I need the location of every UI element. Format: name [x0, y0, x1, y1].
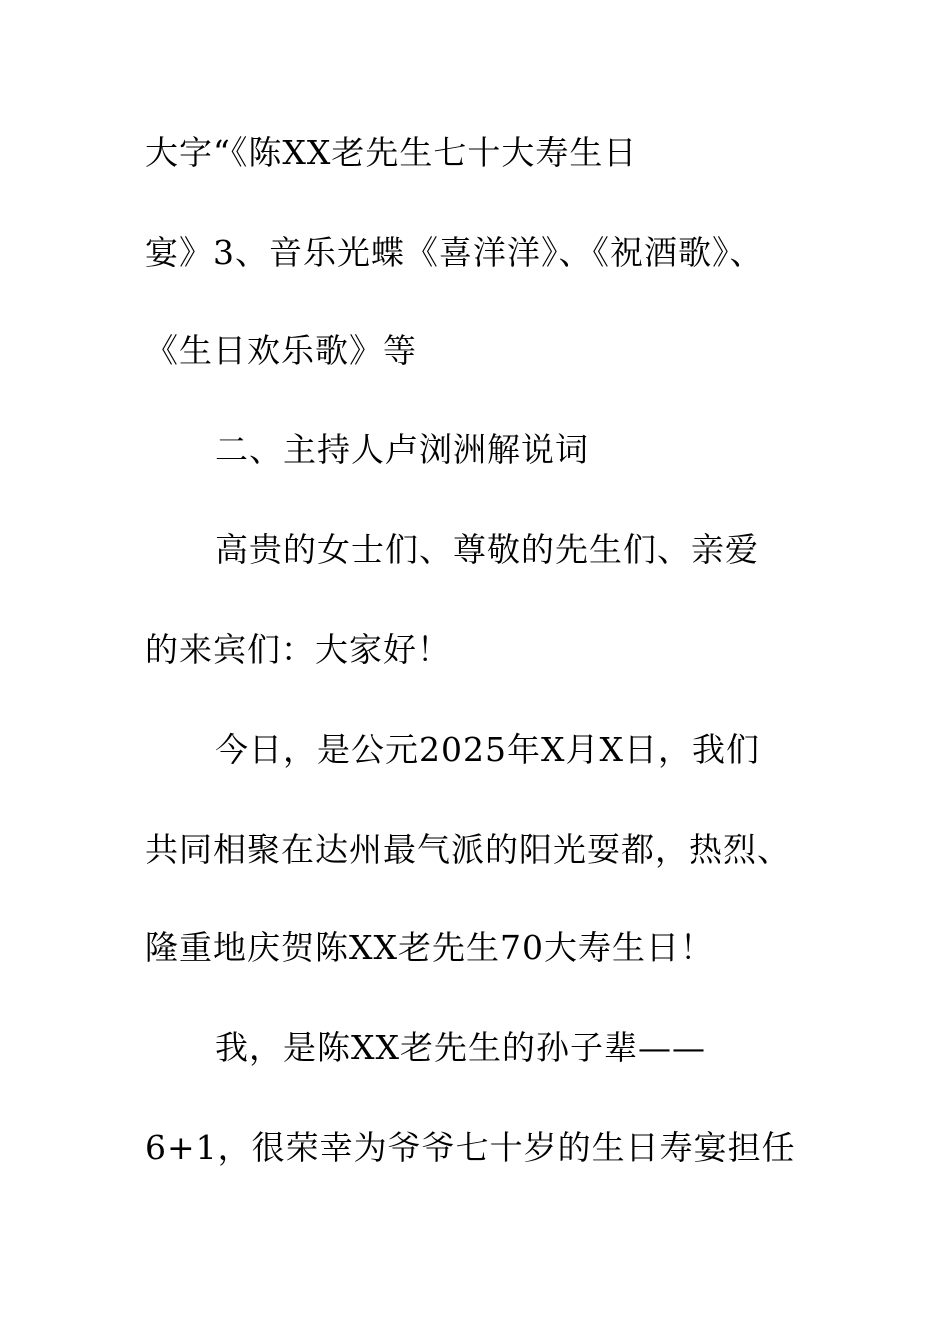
- text-line: 的来宾们：大家好！: [145, 630, 451, 669]
- text-line: 6+1，很荣幸为爷爷七十岁的生日寿宴担任: [145, 1128, 796, 1167]
- paragraph-start: 我，是陈XX老先生的孙子辈——: [215, 1028, 706, 1067]
- text-line: 共同相聚在达州最气派的阳光耍都，热烈、: [145, 830, 791, 869]
- paragraph-start: 高贵的女士们、尊敬的先生们、亲爱: [215, 530, 759, 569]
- text-line: 宴》3、音乐光蝶《喜洋洋》、《祝酒歌》、: [145, 233, 764, 272]
- text-line: 隆重地庆贺陈XX老先生70大寿生日！: [145, 928, 714, 967]
- text-line: 大字“《陈XX老先生七十大寿生日: [145, 133, 638, 172]
- paragraph-start: 今日，是公元2025年X月X日，我们: [215, 730, 760, 769]
- text-line: 《生日欢乐歌》等: [145, 331, 417, 370]
- section-heading: 二、主持人卢浏洲解说词: [215, 430, 589, 469]
